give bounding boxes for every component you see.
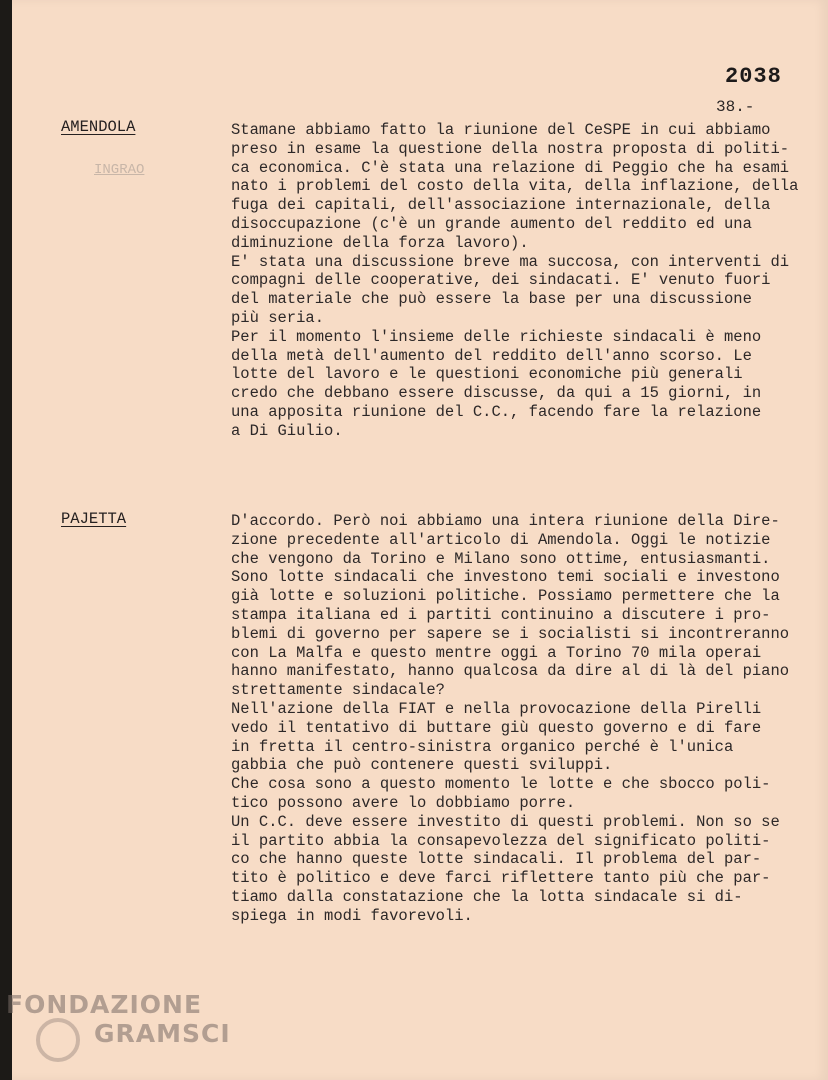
- text-line: della metà dell'aumento del reddito dell'anno scorso. Le: [231, 346, 752, 365]
- text-line: nato i problemi del costo della vita, della inflazione, della: [231, 177, 799, 196]
- text-line: hanno manifestato, hanno qualcosa da dire al di là del piano: [231, 662, 790, 681]
- text-line: in fretta il centro-sinistra organico perché è l'unica: [231, 737, 734, 756]
- watermark-line-2: GRAMSCI: [94, 1019, 231, 1048]
- text-line: del materiale che può essere la base per una discussione: [231, 290, 752, 309]
- sheet-number: 38.-: [716, 98, 755, 116]
- text-line: vedo il tentativo di buttare giù questo governo e di fare: [231, 718, 762, 737]
- speech-amendola: [231, 121, 821, 441]
- watermark-line-1: FONDAZIONE: [6, 990, 203, 1019]
- text-line: Stamane abbiamo fatto la riunione del CeSPE in cui abbiamo: [231, 121, 771, 139]
- text-line: blemi di governo per sapere se i socialisti si incontreranno: [231, 624, 790, 643]
- faint-bleed-name: INGRAO: [94, 162, 145, 178]
- text-line: co che hanno queste lotte sindacali. Il problema del par-: [231, 850, 762, 869]
- text-line: D'accordo. Però noi abbiamo una intera riunione della Dire-: [231, 512, 780, 530]
- text-line: credo che debbano essere discusse, da qui a 15 giorni, in: [231, 384, 762, 403]
- text-line: una apposita riunione del C.C., facendo fare la relazione: [231, 402, 762, 421]
- text-line: più seria.: [231, 308, 325, 327]
- text-line: a Di Giulio.: [231, 421, 343, 440]
- speaker-pajetta: PAJETTA: [61, 510, 127, 528]
- text-line: E' stata una discussione breve ma succosa, con interventi di: [231, 252, 790, 271]
- text-line: Sono lotte sindacali che investono temi sociali e investono: [231, 568, 780, 587]
- text-line: zione precedente all'articolo di Amendola. Oggi le notizie: [231, 530, 771, 549]
- text-line: lotte del lavoro e le questioni economiche più generali: [231, 365, 743, 384]
- text-line: preso in esame la questione della nostra proposta di politi-: [231, 139, 790, 158]
- document-page: [12, 0, 828, 1080]
- text-line: stampa italiana ed i partiti continuino a discutere i pro-: [231, 605, 771, 624]
- text-line: Nell'azione della FIAT e nella provocazione della Pirelli: [231, 699, 762, 718]
- speech-pajetta: [231, 512, 821, 926]
- text-line: Per il momento l'insieme delle richieste sindacali è meno: [231, 327, 762, 346]
- text-line: disoccupazione (c'è un grande aumento del reddito ed una: [231, 214, 752, 233]
- text-line: Che cosa sono a questo momento le lotte e che sbocco poli-: [231, 775, 771, 794]
- text-line: gabbia che può contenere questi sviluppi.: [231, 756, 613, 775]
- text-line: strettamente sindacale?: [231, 681, 445, 700]
- text-line: fuga dei capitali, dell'associazione internazionale, della: [231, 196, 771, 215]
- text-line: spiega in modi favorevoli.: [231, 906, 473, 925]
- speaker-amendola: AMENDOLA: [61, 118, 136, 136]
- text-line: compagni delle cooperative, dei sindacati. E' venuto fuori: [231, 271, 771, 290]
- text-line: il partito abbia la consapevolezza del significato politi-: [231, 831, 771, 850]
- text-line: Un C.C. deve essere investito di questi problemi. Non so se: [231, 812, 780, 831]
- text-line: tito è politico e deve farci riflettere tanto più che par-: [231, 869, 771, 888]
- text-line: diminuzione della forza lavoro).: [231, 233, 529, 252]
- text-line: già lotte e soluzioni politiche. Possiamo permettere che la: [231, 587, 780, 606]
- watermark-logo: [6, 990, 231, 1048]
- text-line: tico possono avere lo dobbiamo porre.: [231, 793, 576, 812]
- page-number: 2038: [725, 64, 782, 89]
- text-line: ca economica. C'è stata una relazione di Peggio che ha esami: [231, 158, 790, 177]
- text-line: con La Malfa e questo mentre oggi a Torino 70 mila operai: [231, 643, 762, 662]
- text-line: che vengono da Torino e Milano sono ottime, entusiasmanti.: [231, 549, 771, 568]
- text-line: tiamo dalla constatazione che la lotta sindacale si di-: [231, 887, 743, 906]
